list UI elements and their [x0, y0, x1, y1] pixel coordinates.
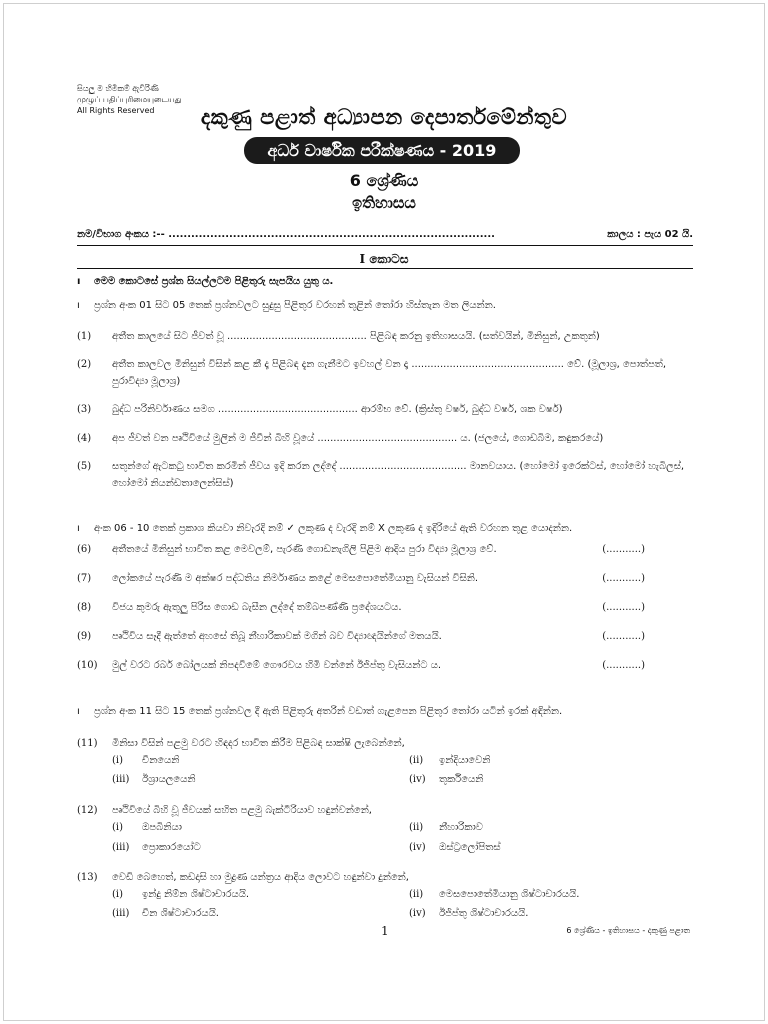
question-number: (10) — [77, 660, 98, 671]
option-text: චීනයෙනි — [142, 755, 180, 766]
option-number: (iii) — [112, 842, 130, 853]
question-text: විජය කුමරු ඇතුලු පිරිස ගොඩ බැසීන ලද්දේ තම්බපණ්ණි ප්‍රදේශයටය. — [112, 602, 402, 613]
question-text: සතුන්ගේ ඇටකටු භාවිත කරමින් ජීවය ඉදි කරන ලද්දේ ........................................ මානවයාය. (හෝමෝ ඉරෙක්ටස්, හෝමෝ හැබිලස්, හෝමෝ නියන්ඩතාලෙන්සිස්) — [112, 461, 685, 489]
question-number: (9) — [77, 631, 92, 642]
option-text: ඉන්දියාවෙනි — [439, 755, 491, 766]
copyright-sinhala: සියලු ම හිමිකම් ඇවිරිණි — [77, 84, 159, 93]
option-text: ඉන්දු නිම්න ශිෂ්ටාචාරයයි. — [142, 889, 250, 900]
name-field-label: නම/විභාග අංකය :-- ...................................................................................... — [77, 229, 495, 240]
option-i[interactable] — [112, 889, 249, 900]
option-iv[interactable] — [409, 908, 528, 919]
option-text: ඔස්ට්‍රලෝපිතස් — [439, 842, 501, 853]
option-text: මෙසපොතේමියානු ශිෂ්ටාචාරයයි. — [439, 889, 580, 900]
option-text: ප්‍රොකාරයෝට — [142, 842, 201, 853]
grade-label: 6 ශ්‍රේණිය — [349, 171, 419, 190]
answer-bracket[interactable]: (...........) — [602, 544, 645, 555]
option-i[interactable] — [112, 755, 179, 766]
option-number: (i) — [112, 755, 124, 766]
option-number: (i) — [112, 822, 124, 833]
option-ii[interactable] — [409, 889, 579, 900]
question-number: (4) — [77, 433, 92, 444]
option-text: ඊජිප්තු ශිෂ්ටාචාරයයි. — [439, 908, 529, 919]
question-text: පෘථිවියේ බිහි වූ ජීවයක් සහිත පළමු බැක්ටීරියාව හඳුන්වන්නේ, — [112, 805, 372, 816]
section-divider — [77, 268, 693, 269]
instruction-11-15-text: ප්‍රශ්න අංක 11 සිට 15 තෙක් ප්‍රශ්නවල දී ඇති පිළිතුරු අතරින් වඩාත් ගැළපෙන පිළිතුර තෝරා යටින් ඉරක් අඳින්න. — [94, 706, 563, 717]
option-iv[interactable] — [409, 842, 501, 853]
question-text: ලෝකයේ පැරණි ම අක්ෂර පද්ධතිය නිර්මාණය කළේ මෙසපොතේමියානු වැසියන් විසිනි. — [112, 573, 479, 584]
option-number: (iv) — [409, 842, 426, 853]
option-number: (ii) — [409, 755, 424, 766]
department-title: දකුණු පළාත් අධ්‍යාපන දෙපාර්තමේන්තුව — [200, 105, 568, 129]
answer-bracket[interactable]: (...........) — [602, 573, 645, 584]
question-number: (2) — [77, 359, 92, 370]
name-row — [77, 229, 693, 240]
question-number: (6) — [77, 544, 92, 555]
instruction-6-10-text: අංක 06 - 10 තෙක් ප්‍රකාශ කියවා නිවැරදි නම් ✓ ලකුණ ද වැරදි නම් X ලකුණ ද ඉදිරියේ ඇති වරහන තුළ යොදන්න. — [94, 523, 573, 534]
option-number: (iv) — [409, 774, 426, 785]
option-i[interactable] — [112, 822, 182, 833]
answer-bracket[interactable]: (...........) — [602, 631, 645, 642]
option-number: (iv) — [409, 908, 426, 919]
question-number: (13) — [77, 872, 98, 883]
answer-bracket[interactable]: (...........) — [602, 660, 645, 671]
question-number: (5) — [77, 461, 92, 472]
question-text: අතීතයේ මිනිසුන් භාවිත කළ මෙවලම්, පැරණි ගොඩනැගිලි පිළිම ආදිය පුරා විද්‍යා මූලාශ්‍ර වේ. — [112, 544, 497, 555]
question-text: අප ජීවත් වන පෘථිවියේ මුලින් ම ජීවීන් බිහි වූයේ ............................................ ය. (ජලයේ, ගොඩබිම, කඳුකරයේ) — [112, 433, 604, 444]
option-ii[interactable] — [409, 755, 490, 766]
option-text: තුර්කියෙනි — [439, 774, 484, 785]
option-number: (iii) — [112, 774, 130, 785]
option-number: (ii) — [409, 822, 424, 833]
option-number: (i) — [112, 889, 124, 900]
option-text: ඊශ්‍රායලයෙනි — [142, 774, 196, 785]
question-text: මුල් වරට රබර් බෝලයක් නිපදවීමේ ගෞරවය හිමි වන්නේ ඊජිප්තු වැසියන්ට ය. — [112, 660, 442, 671]
question-text: මිනිසා විසින් පළමු වරට හිඳදර භාවිත කිරීම පිළිබඳ සාක්ෂි ලැබෙන්නේ, — [112, 738, 405, 749]
option-number: (iii) — [112, 908, 130, 919]
section-title: I කොටස — [359, 252, 409, 266]
question-number: (8) — [77, 602, 92, 613]
option-ii[interactable] — [409, 822, 483, 833]
exam-badge: අර්ධ වාර්ෂික පරීක්ෂණය - 2019 — [244, 137, 520, 164]
option-text: නීහාරිකාව — [439, 822, 483, 833]
header-divider — [77, 245, 693, 246]
option-text: ඔපබිනියා — [142, 822, 182, 833]
option-iii[interactable] — [112, 908, 219, 919]
answer-bracket[interactable]: (...........) — [602, 602, 645, 613]
instruction-1-5: ı ප්‍රශ්න අංක 01 සිට 05 තෙක් ප්‍රශ්නවලට සුදුසු පිළිතුර වරහන් තුළින් තෝරා හිස්තැන මත ලියන්න. — [77, 300, 496, 311]
question-number: (12) — [77, 805, 98, 816]
option-number: (ii) — [409, 889, 424, 900]
question-text: අතීත කාලවල මිනිසුන් විසින් කළ කී දෑ පිළිබඳ දැන ගැනීමට ඉවහල් වන දෑ ................................................ වේ. (මූලාශ්‍ර, පොත්පත්, පුරාවිද්‍යා මූලාශ්‍ර) — [112, 359, 667, 387]
question-text: බුද්ධ පරිනිර්වාණය සමග ............................................ ආරම්භ වේ. (ක්‍රිස්තු වර්ෂ, බුද්ධ වර්ෂ, ශක වර්ෂ) — [112, 404, 563, 415]
option-iii[interactable] — [112, 842, 201, 853]
question-number: (11) — [77, 738, 98, 749]
question-text: අතීත කාලයේ සිට ජීවත් වූ ............................................ පිළිබඳ කරනු ඉතිහාසයයි. (සත්වයින්, මිනිසුන්, උකතුන්) — [112, 331, 600, 342]
instruction-main-text: මෙම කොටසේ ප්‍රශ්න සියල්ලටම පිළිතුරු සැපයිය යුතු ය. — [94, 276, 334, 287]
copyright-english: All Rights Reserved — [77, 106, 155, 115]
instruction-1-5-text: ප්‍රශ්න අංක 01 සිට 05 තෙක් ප්‍රශ්නවලට සුදුසු පිළිතුර වරහන් තුළින් තෝරා හිස්තැන මත ලියන්න. — [94, 300, 496, 311]
instruction-6-10: ı අංක 06 - 10 තෙක් ප්‍රකාශ කියවා නිවැරදි නම් ✓ ලකුණ ද වැරදි නම් X ලකුණ ද ඉදිරියේ ඇති වරහන තුළ යොදන්න. — [77, 523, 573, 534]
instruction-main: ı මෙම කොටසේ ප්‍රශ්න සියල්ලටම පිළිතුරු සැපයිය යුතු ය. — [77, 276, 334, 287]
option-text: චීන ශිෂ්ටාචාරයයි. — [142, 908, 219, 919]
question-number: (7) — [77, 573, 92, 584]
copyright-tamil: முழுப் பதிப்புரிமையுடையது — [77, 95, 182, 104]
option-iv[interactable] — [409, 774, 483, 785]
option-iii[interactable] — [112, 774, 196, 785]
page-number: 1 — [381, 924, 389, 938]
subject-label: ඉතිහාසය — [352, 193, 416, 212]
question-number: (3) — [77, 404, 92, 415]
question-text: පෘථිවිය සෑදී ඇත්තේ අහසේ තිබූ නීහාරිකාවක් මගින් බව විද්‍යාඥයින්ගේ මතයයි. — [112, 631, 442, 642]
time-label: කාලය : පැය 02 යි. — [607, 229, 693, 240]
footer-text: 6 ශ්‍රේණිය - ඉතිහාසය - දකුණු පළාත — [566, 926, 690, 935]
instruction-11-15: ı ප්‍රශ්න අංක 11 සිට 15 තෙක් ප්‍රශ්නවල දී ඇති පිළිතුරු අතරින් වඩාත් ගැළපෙන පිළිතුර තෝරා යටින් ඉරක් අඳින්න. — [77, 706, 563, 717]
question-text: වෙඩි බෙහෙත්, කඩදාසි හා මුද්‍රණ යන්ත්‍රය ආදිය ලොවට හඳුන්වා දුන්නේ, — [112, 872, 409, 883]
question-number: (1) — [77, 331, 92, 342]
